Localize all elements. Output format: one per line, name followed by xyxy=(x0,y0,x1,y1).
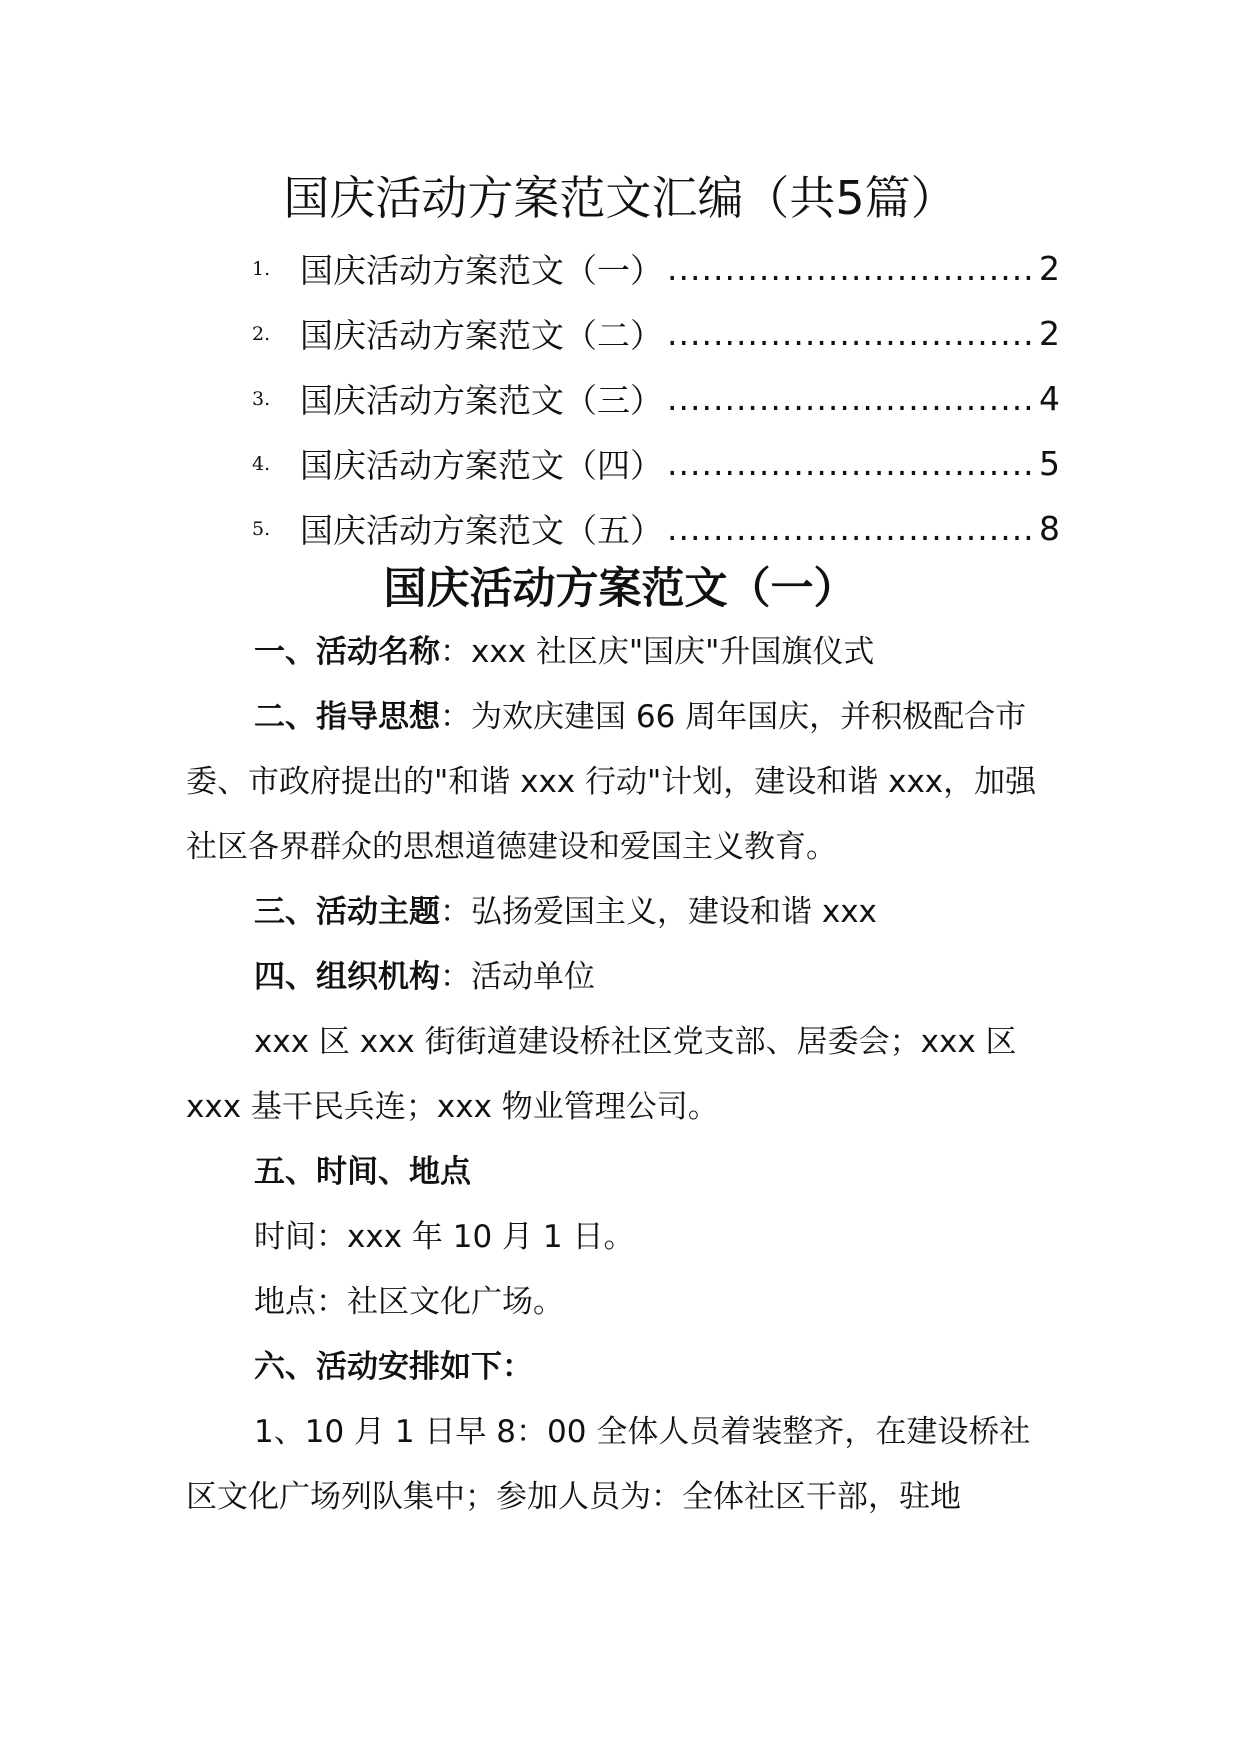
toc-leader-dots xyxy=(667,509,1035,548)
paragraph-text: ：xxx 社区庆"国庆"升国旗仪式 xyxy=(440,634,875,670)
toc-item-number: 5. xyxy=(252,517,271,540)
toc-item-label: 国庆活动方案范文（二） xyxy=(300,316,663,355)
toc-item-number: 1. xyxy=(252,257,271,280)
document-title: 国庆活动方案范文汇编（共5篇） xyxy=(283,171,957,225)
toc-item[interactable] xyxy=(252,301,1060,366)
paragraph-heading: 四、组织机构 xyxy=(254,959,440,995)
paragraph-time: 时间：xxx 年 10 月 1 日。 xyxy=(254,1219,635,1255)
paragraph-activity-name xyxy=(186,620,1052,685)
paragraph-schedule-heading xyxy=(186,1335,1052,1400)
paragraph-theme xyxy=(186,880,1052,945)
toc-item-label: 国庆活动方案范文（五） xyxy=(300,511,663,550)
toc-item-label: 国庆活动方案范文（一） xyxy=(300,251,663,290)
toc-item-page: 2 xyxy=(1039,249,1060,288)
toc-item[interactable] xyxy=(252,431,1060,496)
paragraph-text: ：弘扬爱国主义，建设和谐 xxx xyxy=(440,894,877,930)
paragraph-heading: 二、指导思想 xyxy=(254,699,440,735)
toc-item[interactable] xyxy=(252,496,1060,561)
toc-item-label: 国庆活动方案范文（四） xyxy=(300,446,663,485)
toc-item-label: 国庆活动方案范文（三） xyxy=(300,381,663,420)
toc-item-number: 4. xyxy=(252,452,271,475)
paragraph-time-place-heading xyxy=(186,1140,1052,1205)
toc-leader-dots xyxy=(667,314,1035,353)
toc-item-number: 2. xyxy=(252,322,271,345)
toc-item-page: 8 xyxy=(1039,509,1060,548)
document-body xyxy=(186,620,1052,1530)
table-of-contents xyxy=(252,236,1060,561)
toc-item-page: 2 xyxy=(1039,314,1060,353)
toc-item-number: 3. xyxy=(252,387,271,410)
paragraph-text: ：活动单位 xyxy=(440,959,595,995)
toc-item[interactable] xyxy=(252,236,1060,301)
paragraph-organization xyxy=(186,945,1052,1010)
paragraph-text: ：为欢庆建国 66 周年国庆，并积极配合市委、市政府提出的"和谐 xxx 行动"计划，建设和谐 xxx，加强社区各界群众的思想道德建设和爱国主义教育。 xyxy=(186,699,1037,865)
toc-leader-dots xyxy=(667,379,1035,418)
paragraph-place: 地点：社区文化广场。 xyxy=(254,1284,564,1320)
toc-item-page: 5 xyxy=(1039,444,1060,483)
paragraph-schedule-item: 1、10 月 1 日早 8：00 全体人员着装整齐，在建设桥社区文化广场列队集中；参加人员为：全体社区干部，驻地 xyxy=(186,1414,1031,1515)
section-title: 国庆活动方案范文（一） xyxy=(383,564,857,614)
toc-leader-dots xyxy=(667,444,1035,483)
toc-item-page: 4 xyxy=(1039,379,1060,418)
paragraph-units: xxx 区 xxx 街街道建设桥社区党支部、居委会；xxx 区 xxx 基干民兵连；xxx 物业管理公司。 xyxy=(186,1024,1017,1125)
paragraph-heading: 一、活动名称 xyxy=(254,634,440,670)
paragraph-heading: 五、时间、地点 xyxy=(254,1154,471,1190)
toc-leader-dots xyxy=(667,249,1035,288)
toc-item[interactable] xyxy=(252,366,1060,431)
paragraph-guiding-idea xyxy=(186,685,1052,880)
paragraph-heading: 六、活动安排如下： xyxy=(254,1349,533,1385)
paragraph-heading: 三、活动主题 xyxy=(254,894,440,930)
